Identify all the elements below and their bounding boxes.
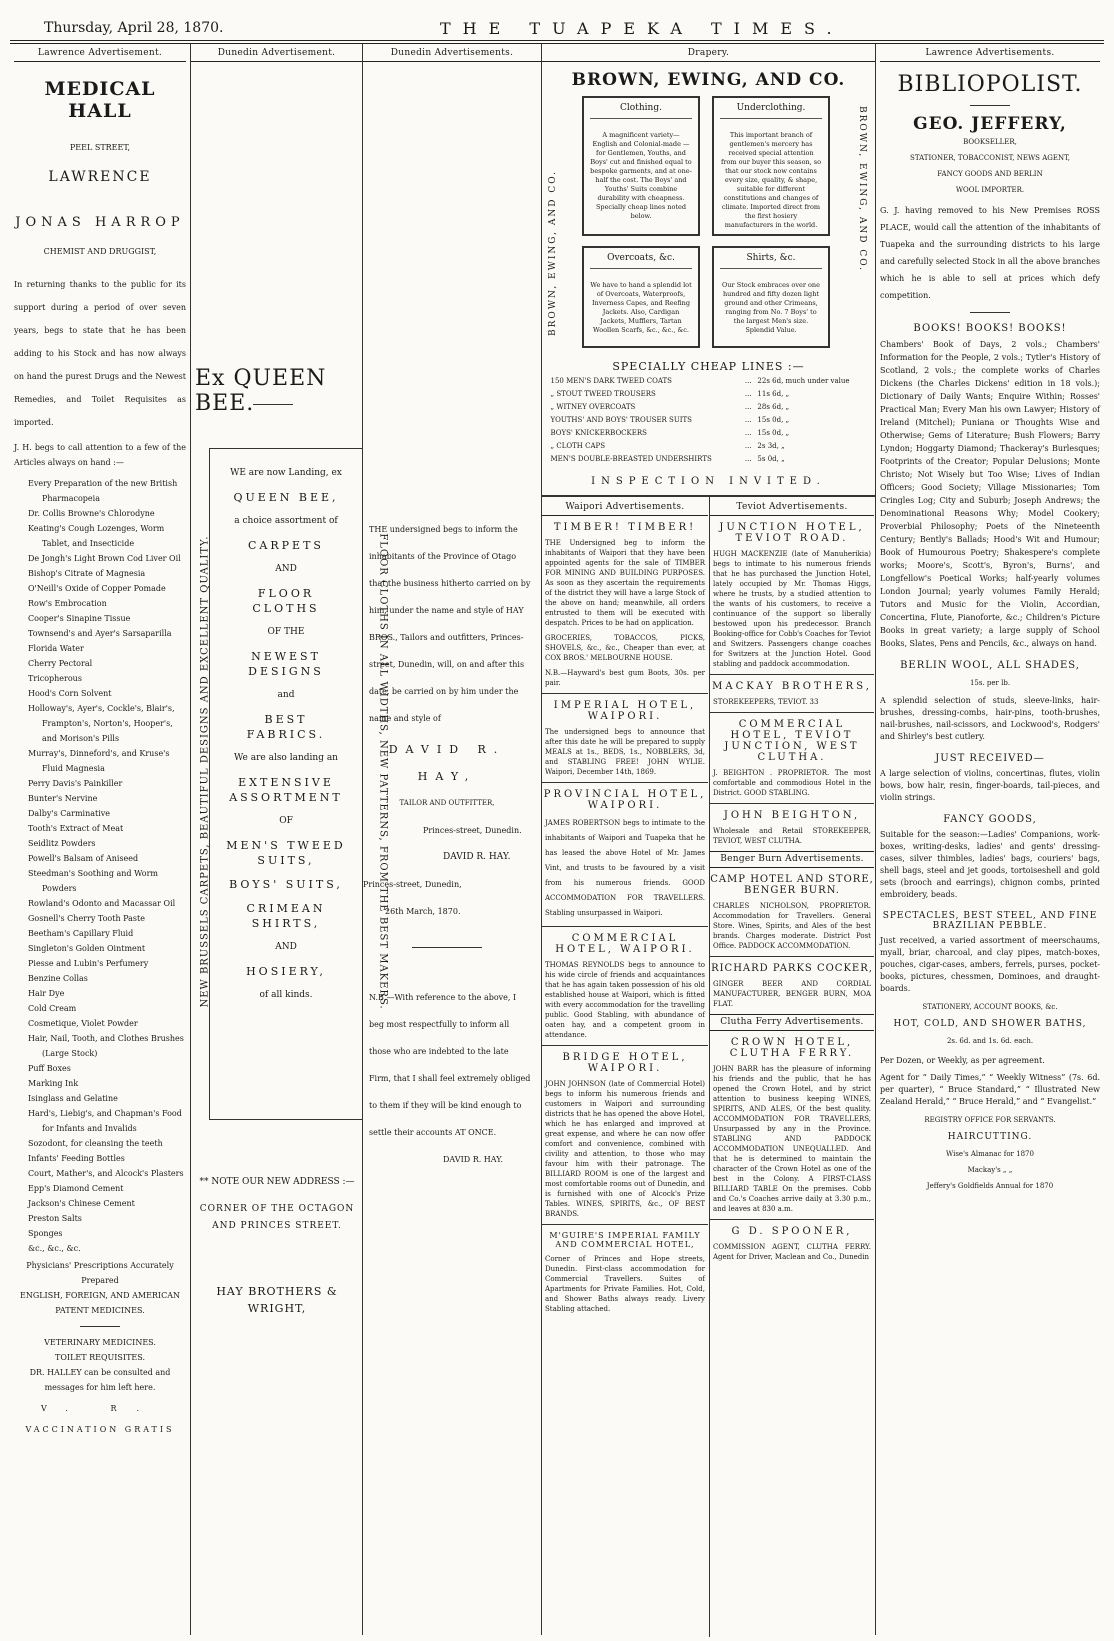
drapery-ad bbox=[542, 46, 875, 496]
haircutting: HAIRCUTTING. bbox=[947, 1132, 1033, 1142]
vertical-banner: NEW BRUSSELS CARPETS, BEAUTIFUL DESIGNS AND EXCELLENT QUALITY. bbox=[199, 535, 211, 1008]
imperial-title: IMPERIAL HOTEL, WAIPORI. bbox=[553, 700, 697, 722]
price-cell: 11s 6d, „ bbox=[757, 390, 790, 398]
list-item: Preston Salts bbox=[28, 1214, 82, 1223]
section-head: Benger Burn Advertisements. bbox=[710, 851, 874, 868]
section-head: Lawrence Advertisements. bbox=[880, 46, 1100, 62]
beighton-title: JOHN BEIGHTON, bbox=[723, 810, 861, 821]
underclothing-box: Underclothing. This important branch of gentlemen's mercery has received special attention from our buyer this season, so that our stock now contains every size, quality, & shape, suitable for different constitutions and changes of climate. Imported direct from the first hosiery manufacturers in the world. bbox=[712, 96, 830, 236]
beighton: Wholesale and Retail STOREKEEPER, TEVIOT, WEST CLUTHA. bbox=[713, 827, 871, 845]
spooner: COMMISSION AGENT, CLUTHA FERRY. Agent for Driver, Maclean and Co., Dunedin bbox=[713, 1243, 871, 1261]
list-item: Rowland's Odonto and Macassar Oil bbox=[28, 899, 176, 908]
price-cell: 22s 6d, much under value bbox=[757, 377, 850, 385]
box-line: and bbox=[277, 690, 295, 700]
list-item: Cherry Pectoral bbox=[28, 659, 93, 668]
books: Chambers' Book of Days, 2 vols.; Chambers' Information for the People, 2 vols.; Tytler's History of Scotland, 2 vols.; the complete works of Charles Dickens (the Charles Dickens' edition in 18 vols.); Dictionary of Daily Wants; Enquire Within; Rosses' Practical Man; Every Man his own Lawyer; History of Ireland (Mitchel); Puniana or Thoughts Wise and Otherwise; Gems of Literature; Bush Flowers; Barry Lyndon; Hoggarty Diamond; Thackeray's Burlesques; Footprints of the Creator; Popular Delusions; Monte Christo; Not Wisely but Too Wise; Lives of Indian Officers; Good Society; Village Missionaries; Tom Cringles Log; City and Suburb; Joseph Andrews; the Denominational Reasons Why; Model Cookery; Proverbial Philosophy; Poets of the Nineteenth Century; Bently's Ballads; Hood's Wit and Humour; Book of Humourous Poetry; Shakespere's complete works; Moore's, Scott's, Byron's, Burns', and Longfellow's Poetical Works; half-yearly volumes London Journal; yearly volumes Family Herald; Tutors and Music for the Violin, Accordian, Concertina, Flute, Pianoforte, &c.; Children's Picture Books in great variety; a large supply of School Books, Slates, Pens and Pencils, &c., always on hand. bbox=[880, 340, 1100, 648]
baths-title: HOT, COLD, AND SHOWER BATHS, bbox=[893, 1019, 1087, 1029]
provincial: JAMES ROBERTSON begs to intimate to the inhabitants of Waipori and Tuapeka that he has leased the above Hotel of Mr. James Vint, and trusts to be favoured by a visit from his numerous friends. GOOD ACCOMMODATION FOR TRAVELLERS. Stabling unsurpassed in Waipori. bbox=[545, 819, 705, 917]
address-block bbox=[193, 1174, 361, 1317]
vaccination: VACCINATION GRATIS bbox=[25, 1425, 175, 1434]
list-item: Piesse and Lubin's Perfumery bbox=[28, 959, 149, 968]
divider bbox=[412, 947, 482, 948]
trade: TAILOR AND OUTFITTER, bbox=[399, 799, 495, 807]
removal: G. J. having removed to his New Premises ROSS PLACE, would call the attention of the inhabitants of Tuapeka and the surrounding districts to his large and carefully selected Stock in all the above branches which he is able to sell at prices which defy competition. bbox=[880, 206, 1100, 300]
box-line: OF bbox=[279, 816, 293, 826]
almanac-3: Jeffery's Goldfields Annual for 1870 bbox=[926, 1182, 1054, 1190]
halley-note: DR. HALLEY can be consulted and messages for him left here. bbox=[29, 1368, 171, 1392]
list-item: Tooth's Extract of Meat bbox=[28, 824, 124, 833]
section-head: Dunedin Advertisement. bbox=[191, 46, 362, 62]
leader-cell: ... bbox=[744, 455, 752, 463]
mackay: STOREKEEPERS, TEVIOT. 33 bbox=[713, 698, 819, 706]
proprietor: GEO. JEFFERY, bbox=[913, 114, 1067, 134]
leader-cell: ... bbox=[744, 403, 752, 411]
leader-cell: ... bbox=[744, 416, 752, 424]
ad-title: MEDICAL HALL bbox=[44, 78, 156, 122]
address: CORNER OF THE OCTAGON AND PRINCES STREET. bbox=[199, 1204, 355, 1231]
issue-date: Thursday, April 28, 1870. bbox=[44, 20, 224, 36]
section-head: Lawrence Advertisement. bbox=[14, 46, 186, 62]
leader-cell: ... bbox=[744, 390, 752, 398]
box-line: We are also landing an bbox=[234, 753, 338, 763]
divider bbox=[253, 404, 293, 405]
wool-title: BERLIN WOOL, ALL SHADES, bbox=[900, 660, 1080, 671]
intro: In returning thanks to the public for its support during a period of over seven years, begs to state that he has been adding to his Stock and has now always on hand the purest Drugs and the Newest Remedies, and Toilet Requisites as imported. bbox=[14, 280, 186, 427]
cocker: GINGER BEER AND CORDIAL MANUFACTURER, BENGER BURN, MOA FLAT. bbox=[713, 980, 871, 1008]
box-line: EXTENSIVE ASSORTMENT bbox=[229, 776, 343, 804]
price-cell: 5s 0d, „ bbox=[757, 455, 785, 463]
almanac-2: Mackay's „ „ bbox=[967, 1166, 1013, 1174]
boots-nb: N.B.—Hayward's best gum Boots, 30s. per pair. bbox=[545, 669, 705, 687]
side-label-left: BROWN, EWING, AND CO. bbox=[548, 170, 558, 336]
toilet: TOILET REQUISITES. bbox=[55, 1353, 145, 1362]
trade: CHEMIST AND DRUGGIST, bbox=[43, 247, 157, 256]
table-row bbox=[549, 453, 869, 466]
box-line: BEST FABRICS. bbox=[246, 713, 326, 741]
list-item: &c., &c., &c. bbox=[28, 1244, 81, 1253]
list-item: Benzine Collas bbox=[28, 974, 88, 983]
note: ** NOTE OUR NEW ADDRESS :— bbox=[199, 1177, 355, 1187]
commercial-title: COMMERCIAL HOTEL, TEVIOT JUNCTION, WEST CLUTHA. bbox=[724, 719, 860, 763]
table-row bbox=[549, 427, 869, 440]
list-item: Gosnell's Cherry Tooth Paste bbox=[28, 914, 145, 923]
list-item: Marking Ink bbox=[28, 1079, 79, 1088]
box-line: AND bbox=[275, 942, 297, 952]
list-item: Hard's, Liebig's, and Chapman's Food for Infants and Invalids bbox=[28, 1109, 182, 1133]
teviot-ads bbox=[710, 500, 874, 1640]
firm-title: BROWN, EWING, AND CO. bbox=[571, 70, 846, 90]
box-line: of all kinds. bbox=[259, 990, 313, 1000]
street: Princes-street, Dunedin. bbox=[423, 826, 522, 835]
cheap-lines-title: SPECIALLY CHEAP LINES :— bbox=[612, 360, 805, 373]
list-item: Court, Mather's, and Alcock's Plasters bbox=[28, 1169, 184, 1178]
inspection-invited: INSPECTION INVITED. bbox=[591, 476, 826, 487]
attention: J. H. begs to call attention to a few of the Articles always on hand :— bbox=[14, 443, 186, 467]
commercial: THOMAS REYNOLDS begs to announce to his wide circle of friends and acquaintances that he has again taken possession of his old established house at Waipori, which is fitted with every accommodation for the travelling public. Good Stabling, with abundance of oaten hay, and a competent groom in attendance. bbox=[545, 961, 705, 1039]
list-item: Beetham's Capillary Fluid bbox=[28, 929, 134, 938]
carpet-box-text bbox=[224, 457, 348, 1012]
list-item: Townsend's and Ayer's Sarsaparilla bbox=[28, 629, 172, 638]
dateline: Princes-street, Dunedin, bbox=[363, 880, 462, 889]
wool: A splendid selection of studs, sleeve-links, hair-brushes, dressing-combs, hair-pins, tooth-brushes, nail-brushes, nail-scissors, and Lockwood's, Rodgers' and Shirley's best cutlery. bbox=[880, 696, 1100, 741]
registry: REGISTRY OFFICE FOR SERVANTS. bbox=[924, 1116, 1056, 1124]
box-line: OF THE bbox=[267, 627, 305, 637]
spectacles-title: SPECTACLES, BEST STEEL, AND FINE BRAZILIAN PEBBLE. bbox=[882, 911, 1098, 931]
list-item: Cooper's Sinapine Tissue bbox=[28, 614, 131, 623]
bib-title: BIBLIOPOLIST. bbox=[897, 72, 1083, 97]
nb: N.B.—With reference to the above, I beg most respectfully to inform all those who are indebted to the late Firm, that I shall feel extremely obliged to them if they will be kind enough to settle their accounts AT ONCE. bbox=[369, 993, 531, 1137]
list-item: Powell's Balsam of Aniseed bbox=[28, 854, 139, 863]
royal-crest-initials: V. R. bbox=[40, 1404, 160, 1413]
list-item: Jackson's Chinese Cement bbox=[28, 1199, 135, 1208]
trade-4: WOOL IMPORTER. bbox=[955, 186, 1025, 194]
commercial: J. BEIGHTON . PROPRIETOR. The most comfortable and commodious Hotel in the District. GOOD STABLING. bbox=[713, 769, 871, 797]
section-head: Dunedin Advertisements. bbox=[363, 46, 541, 62]
camp-title: CAMP HOTEL AND STORE, BENGER BURN. bbox=[710, 874, 874, 896]
list-item: Singleton's Golden Ointment bbox=[28, 944, 146, 953]
list-item: Epp's Diamond Cement bbox=[28, 1184, 124, 1193]
list-item: Puff Boxes bbox=[28, 1064, 71, 1073]
list-item: Row's Embrocation bbox=[28, 599, 107, 608]
commercial-title: COMMERCIAL HOTEL, WAIPORI. bbox=[555, 933, 695, 955]
list-item: Sozodont, for cleansing the teeth bbox=[28, 1139, 163, 1148]
trade-2: STATIONER, TOBACCONIST, NEWS AGENT, bbox=[910, 154, 1070, 162]
list-item: Sponges bbox=[28, 1229, 63, 1238]
box-line: NEWEST DESIGNS bbox=[248, 650, 324, 678]
list-item: Steedman's Soothing and Worm Powders bbox=[28, 869, 158, 893]
crown-title: CROWN HOTEL, CLUTHA FERRY. bbox=[729, 1037, 855, 1059]
list-item: Tricopherous bbox=[28, 674, 82, 683]
signature-2: DAVID R. HAY. bbox=[443, 1155, 504, 1164]
trade-3: FANCY GOODS AND BERLIN bbox=[937, 170, 1043, 178]
price-cell: 15s 0d, „ bbox=[757, 416, 790, 424]
box-line: QUEEN BEE, bbox=[233, 491, 339, 504]
prescriptions: Physicians' Prescriptions Accurately Prepared bbox=[26, 1261, 174, 1285]
list-item: Cold Cream bbox=[28, 1004, 77, 1013]
box-line: a choice assortment of bbox=[234, 516, 338, 526]
price-cell: 15s 0d, „ bbox=[757, 429, 790, 437]
department-boxes bbox=[542, 96, 875, 354]
list-item: Murray's, Dinneford's, and Kruse's Fluid Magnesia bbox=[28, 749, 170, 773]
list-item: De Jongh's Light Brown Cod Liver Oil bbox=[28, 554, 181, 563]
list-item: O'Neill's Oxide of Copper Pomade bbox=[28, 584, 166, 593]
list-item: Cosmetique, Violet Powder bbox=[28, 1019, 138, 1028]
notice-body bbox=[363, 516, 531, 1173]
shirts-box: Shirts, &c. Our Stock embraces over one hundred and fifty dozen light ground and other Crimeans, ranging from No. 7 Boys' to the largest Men's size. Splendid Value. bbox=[712, 246, 830, 348]
item-cell: „ STOUT TWEED TROUSERS bbox=[550, 390, 656, 398]
list-item: Infants' Feeding Bottles bbox=[28, 1154, 125, 1163]
town: LAWRENCE bbox=[48, 169, 152, 185]
mguire-title: M'GUIRE'S IMPERIAL FAMILY AND COMMERCIAL HOTEL, bbox=[549, 1231, 701, 1249]
bridge-title: BRIDGE HOTEL, WAIPORI. bbox=[562, 1052, 688, 1074]
box-line: HOSIERY, bbox=[246, 965, 326, 978]
wool-price: 15s. per lb. bbox=[969, 679, 1011, 687]
overcoats-box: Overcoats, &c. We have to hand a splendid lot of Overcoats, Waterproofs, Inverness Capes, and Reefing Jackets. Also, Cardigan Jackets, Mufflers, Tartan Woollen Scarfs, &c., &c., &c. bbox=[582, 246, 700, 348]
medical-hall-ad bbox=[10, 46, 190, 1634]
section-head: Drapery. bbox=[542, 46, 875, 62]
received-title: JUST RECEIVED— bbox=[935, 753, 1045, 764]
hay-brothers-ad bbox=[191, 46, 362, 1634]
table-row bbox=[549, 388, 869, 401]
box-line: AND bbox=[275, 564, 297, 574]
list-item: Hair Dye bbox=[28, 989, 65, 998]
list-item: Dalby's Carminative bbox=[28, 809, 111, 818]
provincial-title: PROVINCIAL HOTEL, WAIPORI. bbox=[543, 789, 707, 811]
books-title: BOOKS! BOOKS! BOOKS! bbox=[913, 323, 1067, 334]
list-item: Florida Water bbox=[28, 644, 84, 653]
clothing-box: Clothing. A magnificent variety—English and Colonial-made —for Gentlemen, Youths, and Boys' cut and finished equal to bespoke garments, and at one-half the cost. The Boys' and Youths' Suits combine durability with cheapness. Specially cheap lines noted below. bbox=[582, 96, 700, 236]
firm-name: HAY BROTHERS & WRIGHT, bbox=[216, 1285, 338, 1315]
list-item: Every Preparation of the new British Pharmacopeia bbox=[28, 479, 178, 503]
list-item: Holloway's, Ayer's, Cockle's, Blair's, Frampton's, Norton's, Hooper's, and Morison's Pills bbox=[28, 704, 175, 743]
box-line: CARPETS bbox=[248, 539, 324, 552]
mguire: Corner of Princes and Hope streets, Dunedin. First-class accommodation for Commercial Travellers. Suites of Apartments for Private Families. Hot, Cold, and Shower Baths always ready. Livery Stabling attached. bbox=[545, 1255, 705, 1313]
price-cell: 28s 6d, „ bbox=[757, 403, 790, 411]
box-line: MEN'S TWEED SUITS, bbox=[226, 839, 346, 867]
table-row bbox=[549, 440, 869, 453]
item-cell: BOYS' KNICKERBOCKERS bbox=[550, 429, 647, 437]
item-cell: YOUTHS' AND BOYS' TROUSER SUITS bbox=[550, 416, 692, 424]
list-item: Dr. Collis Browne's Chlorodyne bbox=[28, 509, 155, 518]
crown: JOHN BARR has the pleasure of informing his friends and the public, that he has opened the Crown Hotel, and by strict attention to business keeping WINES, SPIRITS, AND ALES, Of the best quality. ACCOMMODATION FOR TRAVELLERS, Unsurpassed by any in the Province. STABLING AND PADDOCK ACCOMMODATION UNEQUALLED. And that he is determined to maintain the character of the Crown Hotel as one of the best in the Colony. A FIRST-CLASS BILLIARD TABLE On the premises. Cobb and Co.'s Coaches arrive daily at 3.30 p.m., and leaves at 830 a.m. bbox=[713, 1065, 871, 1213]
divider bbox=[970, 105, 1010, 106]
leader-cell: ... bbox=[744, 377, 752, 385]
price-cell: 2s 3d, „ bbox=[757, 442, 785, 450]
list-item: Seidlitz Powders bbox=[28, 839, 96, 848]
divider bbox=[970, 312, 1010, 313]
vertical-banner: FLOOR CLOTHS IN ALL WIDTHS, NEW PATTERNS, FROM THE BEST MAKERS. bbox=[377, 533, 389, 1010]
section-head: Waipori Advertisements. bbox=[542, 500, 708, 516]
table-row bbox=[549, 401, 869, 414]
list-item: Keating's Cough Lozenges, Worm Tablet, and Insecticide bbox=[28, 524, 165, 548]
spectacles: Just received, a varied assortment of meerschaums, myall, briar, charcoal, and clay pipes, match-boxes, pouches, cigar-cases, ambers, ferrels, purses, pocket-books, pictures, chessmen, Dominoes, and draught-boards. bbox=[880, 936, 1100, 993]
baths: Per Dozen, or Weekly, as per agreement. bbox=[880, 1056, 1045, 1065]
item-cell: MEN'S DOUBLE-BREASTED UNDERSHIRTS bbox=[550, 455, 712, 463]
bridge: JOHN JOHNSON (late of Commercial Hotel) begs to inform his numerous friends and customers in Waipori and surrounding districts that he has opened the above Hotel, which he has enlarged and improved at great expense, and where he can now offer comfort and convenience, combined with civility and attention, to those who may favour him with their patronage. The BILLIARD ROOM is one of the largest and most comfortable rooms out of Dunedin, and is furnished with one of Alcock's Prize Tables. WINES, SPIRITS, &c., OF BEST BRANDS. bbox=[545, 1080, 705, 1218]
fancy: Suitable for the season:—Ladies' Companions, work-boxes, writing-desks, ladies' and gents' dressing-cases, silver thimbles, ladies' bags, couriers' bags, shell bags, steel and jet goods, tortoiseshell and gold sets (brooch and earrings), chignon combs, printed embroidery, beads. bbox=[880, 830, 1100, 899]
dateline-2: 26th March, 1870. bbox=[385, 907, 461, 916]
side-label-right: BROWN, EWING, AND CO. bbox=[857, 106, 867, 272]
new-name: DAVID R. HAY, bbox=[388, 743, 506, 783]
cocker-title: RICHARD PARKS COCKER, bbox=[711, 963, 873, 974]
masthead-rule bbox=[10, 40, 1104, 41]
list-item: Hair, Nail, Tooth, and Clothes Brushes (Large Stock) bbox=[28, 1034, 184, 1058]
leader-cell: ... bbox=[744, 442, 752, 450]
newspaper-title: THE TUAPEKA TIMES. bbox=[440, 19, 844, 38]
box-line: CRIMEAN SHIRTS, bbox=[246, 902, 326, 930]
veterinary: VETERINARY MEDICINES. bbox=[44, 1338, 156, 1347]
carpet-box bbox=[209, 448, 362, 1120]
received: A large selection of violins, concertinas, flutes, violin bows, bow hair, resin, finger-boards, tail-pieces, and violin strings. bbox=[880, 769, 1100, 802]
section-head: Teviot Advertisements. bbox=[710, 500, 874, 516]
waipori-ads bbox=[542, 500, 708, 1640]
groceries: GROCERIES, TOBACCOS, PICKS, SHOVELS, &c., &c., Cheaper than ever, at COX BROS.' MELBOURNE HOUSE. bbox=[545, 634, 705, 662]
box-line: BOYS' SUITS, bbox=[229, 878, 343, 891]
david-hay-ad bbox=[363, 46, 541, 1634]
junction-title: JUNCTION HOTEL, TEVIOT ROAD. bbox=[719, 522, 865, 544]
items-list bbox=[14, 476, 186, 1256]
timber-title: TIMBER! TIMBER! bbox=[553, 522, 697, 533]
section-head: Clutha Ferry Advertisements. bbox=[710, 1014, 874, 1031]
street: PEEL STREET, bbox=[69, 143, 131, 152]
box-line: WE are now Landing, ex bbox=[230, 468, 342, 478]
spooner-title: G D. SPOONER, bbox=[731, 1226, 853, 1237]
fancy-title: FANCY GOODS, bbox=[943, 814, 1037, 825]
imperial: The undersigned begs to announce that after this date he will be prepared to supply MEALS at 1s., BEDS, 1s., NOBBLERS, 3d, and STABLING FREE! JOHN WYLIE. Waipori, December 14th, 1869. bbox=[545, 728, 705, 776]
timber: THE Undersigned beg to inform the inhabitants of Waipori that they have been appointed agents for the sale of TIMBER FOR MINING AND BUILDING PURPOSES. As soon as they ascertain the requirements of the district they will have a large Stock of the above on hand; meanwhile, all orders entrusted to them will be executed with despatch. Prices to be had on application. bbox=[545, 539, 705, 627]
stationery: STATIONERY, ACCOUNT BOOKS, &c. bbox=[922, 1003, 1058, 1011]
divider bbox=[80, 1326, 120, 1327]
camp: CHARLES NICHOLSON, PROPRIETOR. Accommodation for Travellers. General Store. Wines, Spirits, and Ales of the best brands. Charges moderate. District Post Office. PADDOCK ACCOMMODATION. bbox=[713, 902, 871, 950]
proprietor: JONAS HARROP bbox=[15, 215, 185, 230]
ad-title: Ex QUEEN BEE. bbox=[195, 366, 327, 416]
box-line: FLOOR CLOTHS bbox=[252, 587, 320, 615]
cheap-lines-table bbox=[549, 375, 869, 466]
item-cell: „ CLOTH CAPS bbox=[550, 442, 606, 450]
bibliopolist-ad bbox=[876, 46, 1104, 1634]
list-item: Bunter's Nervine bbox=[28, 794, 98, 803]
patent-medicines: ENGLISH, FOREIGN, AND AMERICAN PATENT MEDICINES. bbox=[20, 1291, 180, 1315]
agent: Agent for “ Daily Times,” “ Weekly Witness” (7s. 6d. per quarter), “ Bruce Standard,” “ Illustrated New Zealand Herald,” “ Bruce Herald,” and “ Evangelist.” bbox=[880, 1073, 1100, 1106]
list-item: Isinglass and Gelatine bbox=[28, 1094, 118, 1103]
junction: HUGH MACKENZIE (late of Manuherikia) begs to intimate to his numerous friends that he has purchased the Junction Hotel, lately occupied by Mr. Thomas Higgs, where he trusts, by a studied attention to the wants of his customers, to receive a continuance of the support so liberally bestowed upon his predecessor. Branch Booking-office for Cobb's Coaches for Teviot and Switzers. Passengers change coaches for Switzers at the Junction Hotel. Good stabling and paddock accommodation. bbox=[713, 550, 871, 668]
masthead bbox=[30, 18, 1100, 42]
baths-price: 2s. 6d. and 1s. 6d. each. bbox=[946, 1037, 1034, 1045]
almanac-1: Wise's Almanac for 1870 bbox=[946, 1150, 1034, 1158]
table-row bbox=[549, 414, 869, 427]
table-row bbox=[549, 375, 869, 388]
list-item: Perry Davis's Painkiller bbox=[28, 779, 123, 788]
trade: BOOKSELLER, bbox=[963, 138, 1017, 146]
mackay-title: MACKAY BROTHERS, bbox=[712, 681, 872, 692]
notice: THE undersigned begs to inform the inhabitants of the Province of Otago that the business hitherto carried on by him, under the name and style of HAY BROS., Tailors and outfitters, Princes-street, Dunedin, will, on and after this date, be carried on by him under the name and style of bbox=[369, 525, 531, 723]
list-item: Hood's Corn Solvent bbox=[28, 689, 112, 698]
masthead-rule-2 bbox=[10, 43, 1104, 44]
signature: DAVID R. HAY. bbox=[443, 852, 511, 862]
leader-cell: ... bbox=[744, 429, 752, 437]
item-cell: „ WITNEY OVERCOATS bbox=[550, 403, 636, 411]
list-item: Bishop's Citrate of Magnesia bbox=[28, 569, 146, 578]
item-cell: 150 MEN'S DARK TWEED COATS bbox=[550, 377, 672, 385]
